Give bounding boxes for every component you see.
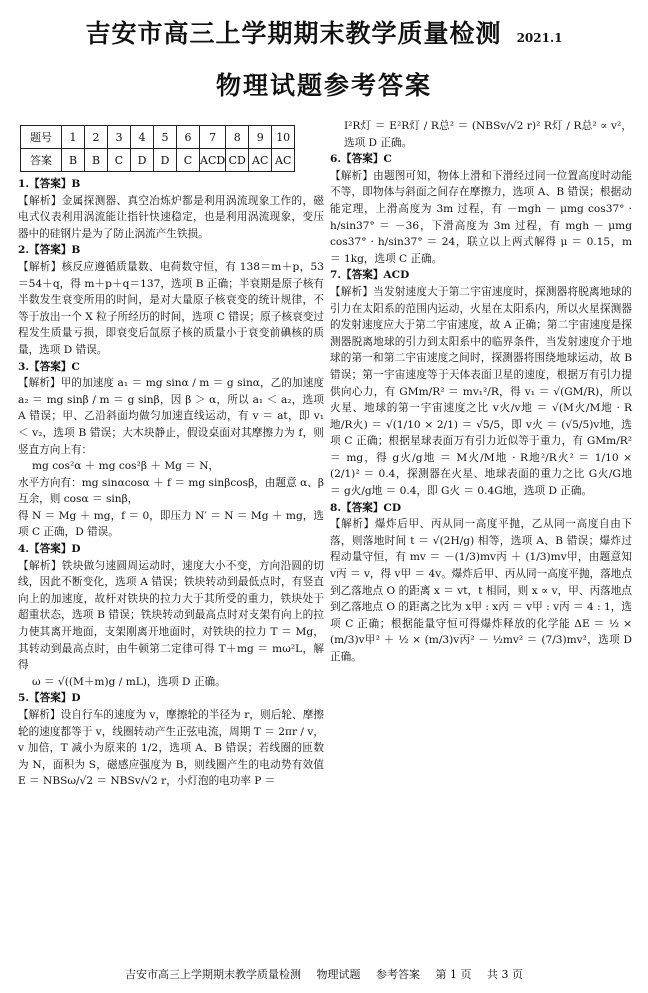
answer-heading: 2.【答案】B (18, 244, 81, 257)
explanation-paragraph: I²R灯 ＝ E²R灯 / R总² ＝ (NBSv/√2 r)² R灯 / R总² ∝ v²，选项 D 正确。 (344, 120, 632, 149)
answer-heading: 4.【答案】D (18, 543, 81, 556)
answer-cell: B (85, 149, 108, 172)
explanation-paragraph: 【解析】甲的加速度 a₁ ＝ mg sinα / m ＝ g sinα，乙的加速度 a₂ ＝ mg sinβ / m ＝ g sinβ，因 β ＞ α，所以 a₁ ＜ a₂，选项 A 错误；甲、乙沿斜面均做匀加速直线运动，有 v ＝ at，即 v₁ ＜ v₂，选项 B 错误；大木块静止，假设桌面对其摩擦力为 f，则竖直方向上有： (18, 377, 324, 456)
explanation-paragraph: 【解析】铁块做匀速圆周运动时，速度大小不变，方向沿圆的切线，因此不断变化，选项 A 错误；铁块转动到最低点时，有竖直向上的加速度，故杆对铁块的拉力大于其所受的重力，铁块处于超重状态，选项 B 错误；铁块转动到最高点时对支架有向上的拉力使其离开地面，支架刚离开地面时，对铁块的拉力 T ＝ Mg，其转动到最高点时，由牛顿第二定律可得 T＋mg ＝ mω²L，解得 (18, 559, 324, 672)
question-number-cell: 10 (272, 126, 295, 149)
explanation-paragraph: 【解析】由题图可知，物体上滑和下滑经过同一位置高度时动能不等，即物体与斜面之间存在摩擦力，选项 A、B 错误；根据动能定理，上滑高度为 3m 过程，有 －mgh － μmg cos37° · h/sin37° ＝ －36，下滑高度为 3m 过程，有 mgh － μmg cos37° · h/sin37° ＝ 24，联立以上两式解得 μ ＝ 0.15，m ＝ 1kg，选项 C 正确。 (330, 169, 632, 265)
answer-heading: 8.【答案】CD (330, 501, 402, 514)
footer-doc: 参考答案 (376, 968, 420, 981)
footer-school: 吉安市高三上学期期末教学质量检测 (125, 968, 301, 981)
answer-cell: D (131, 149, 154, 172)
answer-cell: AC (272, 149, 295, 172)
left-column (18, 176, 324, 790)
explanation-paragraph: mg cos²α ＋ mg cos²β ＋ Mg ＝ N， (32, 460, 220, 473)
exam-title-bar (0, 14, 648, 50)
explanation-paragraph: 水平方向有：mg sinαcosα ＋ f ＝ mg sinβcosβ，由题意 α、β 互余，则 cosα ＝ sinβ， (18, 476, 324, 506)
answer-heading: 5.【答案】D (18, 692, 81, 705)
explanation-paragraph: 【解析】核反应遵循质量数、电荷数守恒，有 138＝m＋p，53＝54＋q，得 m＋p＋q＝137，选项 B 正确；半衰期是原子核有半数发生衰变所用的时间，是对大量原子核衰变的统计规律，不等于放出一个 X 粒子所经历的时间，选项 C 错误；原子核衰变过程发生质量亏损，即衰变后氙原子核的质量小于衰变前碘核的质量，选项 D 错误。 (18, 260, 324, 356)
question-number-row (21, 126, 295, 149)
exam-title: 吉安市高三上学期期末教学质量检测 (85, 19, 502, 48)
answer-heading: 7.【答案】ACD (330, 269, 410, 282)
answer-cell: C (108, 149, 131, 172)
question-number-cell: 6 (177, 126, 200, 149)
answer-heading: 1.【答案】B (18, 178, 81, 190)
page-footer (0, 966, 648, 982)
answer-row (21, 149, 295, 172)
document-subtitle: 物理试题参考答案 (215, 71, 432, 100)
question-number-cell: 9 (249, 126, 272, 149)
answer-cell: D (154, 149, 177, 172)
answer-heading: 6.【答案】C (330, 153, 392, 166)
question-number-cell: 8 (226, 126, 249, 149)
exam-date: 2021.1 (516, 31, 563, 45)
explanation-paragraph: ω ＝ √((M＋m)g / mL)，选项 D 正确。 (32, 675, 226, 688)
answer-heading: 3.【答案】C (18, 360, 80, 373)
row-label: 答案 (21, 149, 62, 172)
answer-cell: ACD (200, 149, 226, 172)
explanation-paragraph: 【解析】爆炸后甲、丙从同一高度平抛，乙从同一高度自由下落，则落地时间 t ＝ √(2H/g) 相等，选项 A、B 错误；爆炸过程动量守恒，有 mv ＝ －(1/3)mv丙 ＋ (1/3)mv甲，由题意知 v丙 ＝ v，得 v甲 ＝ 4v。爆炸后甲、丙从同一高度平抛，落地点到乙落地点 O 的距离 x ＝ vt，t 相同，则 x ∝ v，甲、丙落地点到乙落地点 O 的距离之比为 x甲 : x丙 ＝ v甲 : v丙 ＝ 4 : 1，选项 C 正确；根据能量守恒可得爆炸释放的化学能 ΔE ＝ ½ × (m/3)v甲² ＋ ½ × (m/3)v丙² － ½mv² ＝ (7/3)mv²，选项 D 正确。 (330, 518, 632, 663)
answer-cell: CD (226, 149, 249, 172)
footer-page: 第 1 页 (435, 968, 472, 981)
question-number-cell: 7 (200, 126, 226, 149)
explanation-paragraph: 【解析】当发射速度大于第二宇宙速度时，探测器将脱离地球的引力在太阳系的范围内运动，火星在太阳系内，所以火星探测器的发射速度应大于第二宇宙速度，故 A 正确；第二宇宙速度是探测器脱离地球的引力到太阳系中的临界条件，当发射速度介于地球的第一和第二宇宙速度之间时，探测器将围绕地球运动，故 B 错误；第一宇宙速度等于天体表面卫星的速度，根据万有引力提供向心力，有 GMm/R² ＝ mv₁²/R，得 v₁ ＝ √(GM/R)，所以火星、地球的第一宇宙速度之比 v火/v地 ＝ √(M火/M地 · R地/R火) ＝ √(1/10 × 2/1) ＝ √5/5，即 v火 ＝ (√5/5)v地，选项 C 正确；根据星球表面万有引力近似等于重力，有 GMm/R² ＝ mg，得 g火/g地 ＝ M火/M地 · R地²/R火² ＝ 1/10 × (2/1)² ＝ 0.4，探测器在火星、地球表面的重力之比 G火/G地 ＝ g火/g地 ＝ 0.4，即 G火 ＝ 0.4G地，选项 D 正确。 (330, 285, 632, 498)
question-number-cell: 2 (85, 126, 108, 149)
explanation-paragraph: 【解析】金属探测器、真空冶炼炉都是利用涡流现象工作的，磁电式仪表利用涡流能让指针快速稳定，也是利用涡流现象，变压器中的硅钢片是为了防止涡流产生铁损。 (18, 194, 324, 240)
right-column (330, 118, 632, 666)
explanation-paragraph: 【解析】设自行车的速度为 v，摩擦轮的半径为 r，则后轮、摩擦轮的速度都等于 v，线圈转动产生正弦电流，周期 T ＝ 2πr / v，v 加倍，T 减小为原来的 1/2，选项 A、B 错误；若线圈的匝数为 N，面积为 S，磁感应强度为 B，则线圈产生的电动势有效值 E ＝ NBSω/√2 ＝ NBSv/√2 r，小灯泡的电功率 P ＝ (18, 709, 324, 788)
explanation-paragraph: 得 N ＝ Mg ＋ mg，f ＝ 0，即压力 N′ ＝ N ＝ Mg ＋ mg，选项 C 正确，D 错误。 (18, 509, 324, 539)
footer-subject: 物理试题 (316, 968, 361, 981)
footer-total: 共 3 页 (487, 968, 523, 981)
question-number-cell: 3 (108, 126, 131, 149)
question-number-cell: 1 (62, 126, 85, 149)
answer-cell: B (62, 149, 85, 172)
answer-table (20, 125, 295, 172)
answer-cell: AC (249, 149, 272, 172)
answer-cell: C (177, 149, 200, 172)
question-number-cell: 5 (154, 126, 177, 149)
row-label: 题号 (21, 126, 62, 149)
question-number-cell: 4 (131, 126, 154, 149)
